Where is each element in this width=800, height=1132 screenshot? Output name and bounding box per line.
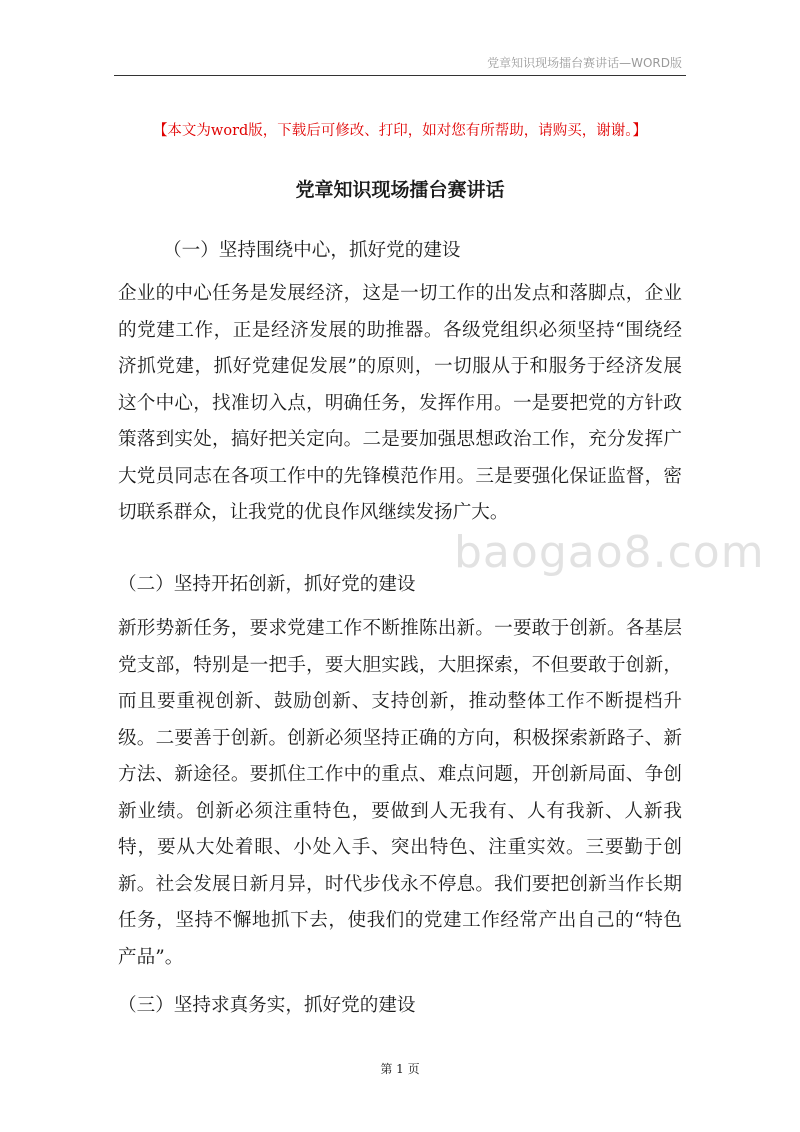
- section-heading-3: （三）坚持求真务实，抓好党的建设: [118, 995, 416, 1016]
- section-heading-2: （二）坚持开拓创新，抓好党的建设: [118, 574, 416, 595]
- page-number: 第 1 页: [380, 1062, 420, 1076]
- header-rule: [114, 75, 686, 76]
- document-title: 党章知识现场擂台赛讲话: [295, 179, 505, 201]
- watermark: baogao8.com: [454, 527, 765, 578]
- purchase-notice: 【本文为word版，下载后可修改、打印，如对您有所帮助，请购买，谢谢。】: [152, 123, 648, 139]
- section-body-1: 企业的中心任务是发展经济，这是一切工作的出发点和落脚点，企业的党建工作，正是经济发展的助推器。各级党组织必须坚持“围绕经济抓党建，抓好党建促发展”的原则，一切服从于和服务于经济发展这个中心，找准切入点，明确任务，发挥作用。一是要把党的方针政策落到实处，搞好把关定向。二是要加强思想政治工作，充分发挥广大党员同志在各项工作中的先锋模范作用。三是要强化保证监督，密切联系群众，让我党的优良作风继续发扬广大。: [118, 283, 682, 523]
- running-header: 党章知识现场擂台赛讲话—WORD版: [487, 56, 682, 70]
- section-body-2: 新形势新任务，要求党建工作不断推陈出新。一要敢于创新。各基层党支部，特别是一把手，要大胆实践，大胆探索，不但要敢于创新，而且要重视创新、鼓励创新、支持创新，推动整体工作不断提档升级。二要善于创新。创新必须坚持正确的方向，积极探索新路子、新方法、新途径。要抓住工作中的重点、难点问题，开创新局面、争创新业绩。创新必须注重特色，要做到人无我有、人有我新、人新我特，要从大处着眼、小处入手、突出特色、注重实效。三要勤于创新。社会发展日新月异，时代步伐永不停息。我们要把创新当作长期任务，坚持不懈地抓下去，使我们的党建工作经常产出自己的“特色产品”。: [118, 618, 682, 968]
- section-heading-1: （一）坚持围绕中心，抓好党的建设: [163, 240, 461, 261]
